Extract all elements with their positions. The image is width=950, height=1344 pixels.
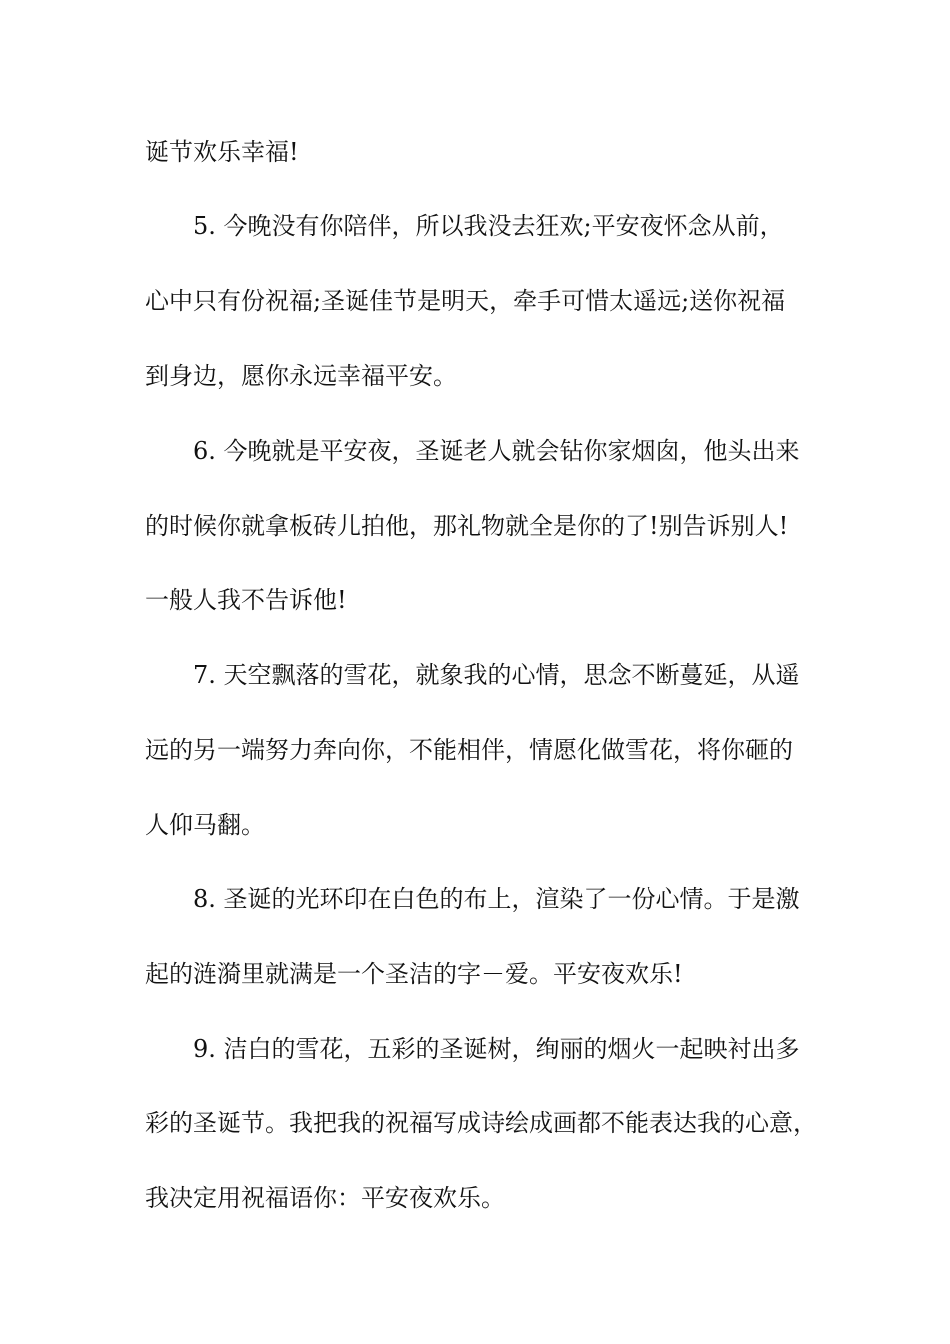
item-7-line-3: 人仰马翻。 [145, 811, 265, 839]
item-7-line-2: 远的另一端努力奔向你，不能相伴，情愿化做雪花，将你砸的 [145, 736, 793, 764]
item-8-line-2: 起的涟漪里就满是一个圣洁的字－爱。平安夜欢乐! [145, 960, 683, 988]
item-6-line-2: 的时候你就拿板砖儿拍他，那礼物就全是你的了!别告诉别人! [145, 512, 789, 540]
item-9-line-2: 彩的圣诞节。我把我的祝福写成诗绘成画都不能表达我的心意， [145, 1109, 817, 1137]
text-line: 诞节欢乐幸福! [145, 138, 299, 166]
item-9-line-3: 我决定用祝福语你：平安夜欢乐。 [145, 1184, 505, 1212]
item-5-line-1: 5. 今晚没有你陪伴，所以我没去狂欢;平安夜怀念从前， [193, 212, 784, 240]
item-9-line-1: 9. 洁白的雪花，五彩的圣诞树，绚丽的烟火一起映衬出多 [193, 1035, 800, 1063]
item-8-line-1: 8. 圣诞的光环印在白色的布上，渲染了一份心情。于是激 [193, 885, 800, 913]
item-7-line-1: 7. 天空飘落的雪花，就象我的心情，思念不断蔓延，从遥 [193, 661, 800, 689]
item-5-line-2: 心中只有份祝福;圣诞佳节是明天，牵手可惜太遥远;送你祝福 [145, 287, 786, 315]
item-5-line-3: 到身边，愿你永远幸福平安。 [145, 362, 457, 390]
item-6-line-1: 6. 今晚就是平安夜，圣诞老人就会钻你家烟囱，他头出来 [193, 437, 800, 465]
item-6-line-3: 一般人我不告诉他! [145, 586, 347, 614]
